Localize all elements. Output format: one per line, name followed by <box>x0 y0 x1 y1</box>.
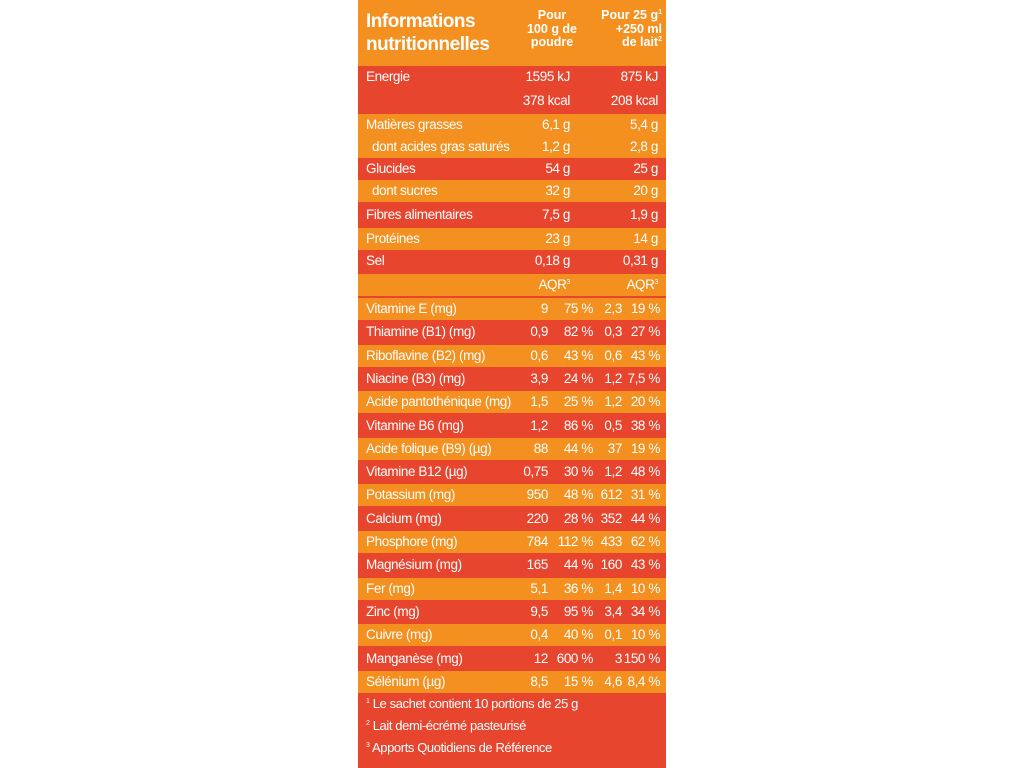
micronutrient-row <box>358 321 666 343</box>
footnote-number: 2 <box>366 720 370 727</box>
amount-portion: 37 <box>607 441 622 456</box>
aqr-percent-100g: 112 % <box>557 534 593 549</box>
amount-portion: 1,2 <box>604 394 622 409</box>
micronutrient-row <box>358 484 666 506</box>
nutrient-value-100g: 1,2 g <box>541 139 570 154</box>
aqr-percent-portion: 19 % <box>630 441 660 456</box>
amount-100g: 5,1 <box>530 581 548 596</box>
amount-100g: 0,75 <box>523 464 548 479</box>
label-header <box>358 0 666 66</box>
aqr-percent-portion: 62 % <box>630 534 660 549</box>
micronutrient-name: Vitamine B12 (µg) <box>366 464 468 479</box>
amount-100g: 220 <box>526 511 548 526</box>
nutrient-value-100g: 7,5 g <box>541 207 570 222</box>
amount-portion: 352 <box>600 511 622 526</box>
aqr-percent-portion: 34 % <box>630 604 660 619</box>
micronutrient-row <box>358 415 666 437</box>
micronutrient-name: Riboflavine (B2) (mg) <box>366 348 486 363</box>
aqr-percent-100g: 40 % <box>563 627 593 642</box>
micronutrient-row <box>358 648 666 670</box>
footnote-text: Le sachet contient 10 portions de 25 g <box>372 696 578 711</box>
energy-kcal-portion: 208 kcal <box>610 93 658 108</box>
nutrient-value-portion: 25 g <box>633 161 658 176</box>
micronutrient-row <box>358 298 666 320</box>
micronutrient-row <box>358 554 666 576</box>
micronutrient-row <box>358 671 666 693</box>
aqr-percent-100g: 44 % <box>563 557 593 572</box>
micronutrient-name: Calcium (mg) <box>366 511 442 526</box>
aqr-percent-100g: 30 % <box>563 464 593 479</box>
aqr-percent-portion: 19 % <box>630 301 660 316</box>
micronutrient-name: Zinc (mg) <box>366 604 420 619</box>
amount-100g: 1,5 <box>530 394 548 409</box>
micronutrient-row <box>358 578 666 600</box>
nutrient-row <box>358 136 666 158</box>
aqr-percent-portion: 43 % <box>630 557 660 572</box>
aqr-header-row <box>358 274 666 296</box>
amount-portion: 0,3 <box>604 324 622 339</box>
aqr-percent-100g: 28 % <box>563 511 593 526</box>
micronutrient-name: Vitamine E (mg) <box>366 301 457 316</box>
amount-portion: 3,4 <box>604 604 622 619</box>
amount-100g: 9,5 <box>530 604 548 619</box>
nutrient-value-100g: 0,18 g <box>534 253 570 268</box>
amount-100g: 1,2 <box>530 418 548 433</box>
micronutrient-name: Manganèse (mg) <box>366 651 463 666</box>
energy-kj-portion: 875 kJ <box>620 69 658 84</box>
nutrient-value-100g: 32 g <box>545 183 570 198</box>
nutrient-value-portion: 1,9 g <box>629 207 658 222</box>
footnote-number: 3 <box>366 742 370 749</box>
micronutrient-name: Acide pantothénique (mg) <box>366 394 511 409</box>
aqr-percent-portion: 44 % <box>630 511 660 526</box>
amount-100g: 950 <box>526 487 548 502</box>
amount-portion: 1,4 <box>604 581 622 596</box>
aqr-percent-100g: 44 % <box>563 441 593 456</box>
nutrient-name: Matières grasses <box>366 117 463 132</box>
micronutrient-name: Sélénium (µg) <box>366 674 446 689</box>
nutrition-label <box>358 0 666 768</box>
nutrient-value-portion: 5,4 g <box>629 117 658 132</box>
aqr-percent-portion: 10 % <box>630 627 660 642</box>
micronutrient-row <box>358 601 666 623</box>
aqr-header-portion: AQR$^3$ <box>626 277 658 292</box>
footnote-text: Lait demi-écrémé pasteurisé <box>372 718 526 733</box>
amount-100g: 784 <box>526 534 548 549</box>
aqr-percent-100g: 24 % <box>563 371 593 386</box>
nutrient-name: Protéines <box>366 231 420 246</box>
amount-portion: 0,6 <box>604 348 622 363</box>
nutrient-value-100g: 54 g <box>545 161 570 176</box>
amount-portion: 0,1 <box>604 627 622 642</box>
nutrient-value-portion: 14 g <box>633 231 658 246</box>
amount-100g: 12 <box>533 651 548 666</box>
energy-row <box>358 66 666 114</box>
aqr-percent-portion: 31 % <box>630 487 660 502</box>
nutrient-name: Fibres alimentaires <box>366 207 473 222</box>
nutrient-value-portion: 0,31 g <box>622 253 658 268</box>
energy-kcal-100g: 378 kcal <box>522 93 570 108</box>
aqr-percent-portion: 8,4 % <box>627 674 660 689</box>
aqr-percent-100g: 82 % <box>563 324 593 339</box>
nutrient-row <box>358 204 666 226</box>
aqr-header-100g: AQR$^3$ <box>538 277 570 292</box>
aqr-percent-100g: 95 % <box>563 604 593 619</box>
footnote-text: Apports Quotidiens de Référence <box>372 740 552 755</box>
aqr-percent-100g: 600 % <box>556 651 593 666</box>
nutrient-row <box>358 180 666 202</box>
micronutrient-row <box>358 391 666 413</box>
energy-label: Energie <box>366 69 410 84</box>
amount-portion: 1,2 <box>604 464 622 479</box>
amount-100g: 0,4 <box>530 627 548 642</box>
amount-portion: 612 <box>600 487 622 502</box>
micronutrient-row <box>358 438 666 460</box>
aqr-percent-100g: 48 % <box>563 487 593 502</box>
micronutrient-row <box>358 368 666 390</box>
nutrient-row <box>358 228 666 250</box>
amount-portion: 0,5 <box>604 418 622 433</box>
amount-portion: 433 <box>600 534 622 549</box>
nutrient-row <box>358 250 666 272</box>
aqr-percent-100g: 86 % <box>563 418 593 433</box>
nutrient-name: Glucides <box>366 161 416 176</box>
nutrient-name: Sel <box>366 253 385 268</box>
aqr-percent-100g: 36 % <box>563 581 593 596</box>
micronutrient-name: Niacine (B3) (mg) <box>366 371 465 386</box>
footnote-number: 1 <box>366 698 370 705</box>
micronutrient-name: Thiamine (B1) (mg) <box>366 324 476 339</box>
amount-portion: 160 <box>600 557 622 572</box>
nutrient-value-portion: 20 g <box>633 183 658 198</box>
energy-kj-100g: 1595 kJ <box>525 69 570 84</box>
aqr-percent-portion: 27 % <box>630 324 660 339</box>
amount-portion: 3 <box>614 651 622 666</box>
aqr-percent-portion: 10 % <box>630 581 660 596</box>
label-title: Informations nutritionnelles <box>366 11 490 55</box>
aqr-percent-100g: 43 % <box>563 348 593 363</box>
aqr-percent-portion: 20 % <box>630 394 660 409</box>
nutrient-value-portion: 2,8 g <box>629 139 658 154</box>
aqr-percent-100g: 25 % <box>563 394 593 409</box>
micronutrient-name: Vitamine B6 (mg) <box>366 418 464 433</box>
micronutrient-row <box>358 345 666 367</box>
amount-100g: 0,9 <box>530 324 548 339</box>
micronutrient-row <box>358 531 666 553</box>
aqr-percent-100g: 75 % <box>563 301 593 316</box>
footnote <box>366 738 552 758</box>
micronutrient-row <box>358 624 666 646</box>
footnote <box>366 716 526 736</box>
amount-100g: 88 <box>533 441 548 456</box>
micronutrient-name: Magnésium (mg) <box>366 557 462 572</box>
micronutrient-name: Potassium (mg) <box>366 487 455 502</box>
nutrient-value-100g: 6,1 g <box>541 117 570 132</box>
micronutrient-row <box>358 461 666 483</box>
footnote <box>366 694 578 714</box>
micronutrient-row <box>358 508 666 530</box>
nutrient-name: dont acides gras saturés <box>372 139 510 154</box>
aqr-percent-portion: 7,5 % <box>627 371 660 386</box>
nutrient-row <box>358 158 666 180</box>
amount-100g: 0,6 <box>530 348 548 363</box>
amount-portion: 2,3 <box>604 301 622 316</box>
amount-100g: 3,9 <box>530 371 548 386</box>
aqr-percent-portion: 38 % <box>630 418 660 433</box>
amount-portion: 1,2 <box>604 371 622 386</box>
aqr-percent-portion: 150 % <box>623 651 660 666</box>
column-header-per-portion: Pour 25 $g^1$ +250 ml de lait$^2$ <box>601 8 662 49</box>
amount-100g: 9 <box>540 301 548 316</box>
aqr-percent-portion: 43 % <box>630 348 660 363</box>
nutrient-value-100g: 23 g <box>545 231 570 246</box>
nutrient-name: dont sucres <box>372 183 438 198</box>
amount-100g: 165 <box>526 557 548 572</box>
aqr-percent-portion: 48 % <box>630 464 660 479</box>
aqr-percent-100g: 15 % <box>563 674 593 689</box>
column-header-per-100g: Pour 100 g de poudre <box>526 8 578 49</box>
micronutrient-name: Fer (mg) <box>366 581 415 596</box>
micronutrient-name: Acide folique (B9) (µg) <box>366 441 492 456</box>
micronutrient-name: Cuivre (mg) <box>366 627 433 642</box>
amount-100g: 8,5 <box>530 674 548 689</box>
nutrient-row <box>358 114 666 136</box>
amount-portion: 4,6 <box>604 674 622 689</box>
micronutrient-name: Phosphore (mg) <box>366 534 458 549</box>
